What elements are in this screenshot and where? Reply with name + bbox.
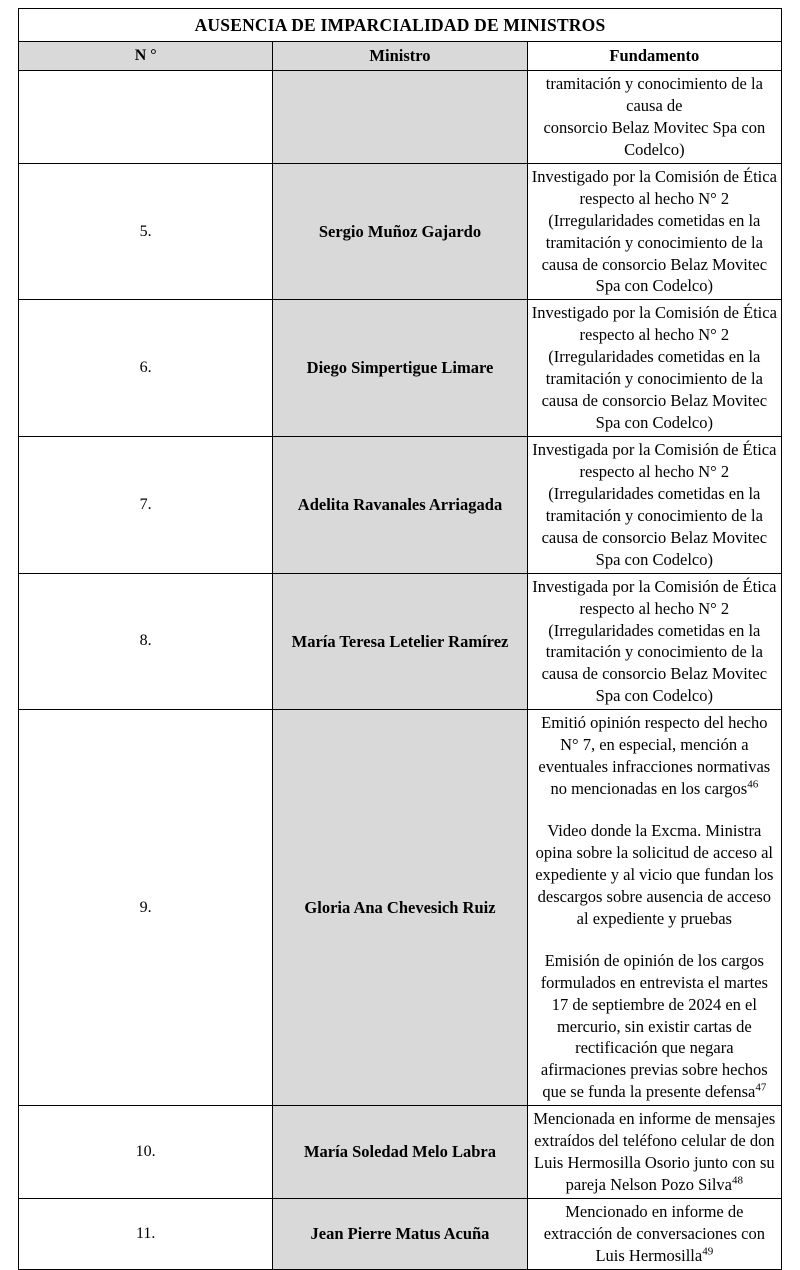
row-minister: Sergio Muñoz Gajardo (273, 163, 527, 300)
table-row (19, 710, 782, 1106)
row-basis (527, 573, 781, 710)
basis-paragraph (532, 1201, 777, 1267)
basis-text: Emisión de opinión de los cargos formulados en entrevista el martes 17 de septiembre de 2024 en el mercurio, sin existir cartas de rectificación que negara afirmaciones previas sobre hechos que se funda la presente defensa (540, 950, 768, 1102)
row-minister: María Soledad Melo Labra (273, 1106, 527, 1199)
basis-paragraph (532, 950, 777, 1104)
table-row (19, 163, 782, 300)
row-basis (527, 71, 781, 164)
table-row (19, 1199, 782, 1270)
footnote-marker: 46 (747, 778, 759, 791)
basis-text: Emitió opinión respecto del hecho N° 7, en especial, mención a eventuales infracciones normativas no mencionadas en los cargos (538, 713, 771, 799)
row-basis (527, 1199, 781, 1270)
row-number: 6. (19, 300, 273, 437)
table-header-row (19, 42, 782, 71)
basis-paragraph (532, 712, 777, 800)
basis-text: Mencionada en informe de mensajes extraídos del teléfono celular de don Luis Hermosilla Osorio junto con su pareja Nelson Pozo Silva (533, 1109, 776, 1195)
row-basis (527, 1106, 781, 1199)
column-header-basis: Fundamento (527, 42, 781, 71)
row-minister: Adelita Ravanales Arriagada (273, 437, 527, 574)
basis-paragraph (532, 1108, 777, 1196)
basis-line: tramitación y conocimiento de la causa de (545, 74, 763, 115)
basis-text: Mencionado en informe de extracción de conversaciones con Luis Hermosilla (543, 1202, 765, 1265)
column-header-number: N ° (19, 42, 273, 71)
basis-paragraph: Investigada por la Comisión de Ética respecto al hecho N° 2 (Irregularidades cometidas en la tramitación y conocimiento de la causa de consorcio Belaz Movitec Spa con Codelco) (532, 576, 777, 706)
row-number: 8. (19, 573, 273, 710)
row-minister: Jean Pierre Matus Acuña (273, 1199, 527, 1270)
table-title: AUSENCIA DE IMPARCIALIDAD DE MINISTROS (19, 9, 782, 42)
table-row (19, 573, 782, 710)
basis-paragraph: Video donde la Excma. Ministra opina sobre la solicitud de acceso al expediente y al vicio que fundan los descargos sobre ausencia de acceso al expediente y pruebas (535, 821, 774, 928)
row-minister (273, 71, 527, 164)
table-row (19, 437, 782, 574)
footnote-marker: 49 (702, 1245, 714, 1258)
row-basis (527, 163, 781, 300)
basis-paragraph: Investigada por la Comisión de Ética respecto al hecho N° 2 (Irregularidades cometidas en la tramitación y conocimiento de la causa de consorcio Belaz Movitec Spa con Codelco) (532, 440, 777, 569)
ministers-impartiality-table (18, 8, 782, 1270)
row-number: 11. (19, 1199, 273, 1270)
row-basis (527, 437, 781, 574)
row-number (19, 71, 273, 164)
row-number: 9. (19, 710, 273, 1106)
footnote-marker: 47 (755, 1081, 767, 1094)
table-title-row (19, 9, 782, 42)
table-row-continued (19, 71, 782, 164)
table-row (19, 300, 782, 437)
basis-line: consorcio Belaz Movitec Spa con Codelco) (543, 117, 766, 159)
row-number: 10. (19, 1106, 273, 1199)
row-number: 7. (19, 437, 273, 574)
row-minister: Diego Simpertigue Limare (273, 300, 527, 437)
table-row (19, 1106, 782, 1199)
row-basis (527, 300, 781, 437)
row-basis (527, 710, 781, 1106)
basis-paragraph: Investigado por la Comisión de Ética respecto al hecho N° 2 (Irregularidades cometidas en la tramitación y conocimiento de la causa de consorcio Belaz Movitec Spa con Codelco) (531, 166, 777, 296)
row-number: 5. (19, 163, 273, 300)
basis-paragraph: Investigado por la Comisión de Ética respecto al hecho N° 2 (Irregularidades cometidas en la tramitación y conocimiento de la causa de consorcio Belaz Movitec Spa con Codelco) (531, 303, 777, 433)
column-header-minister: Ministro (273, 42, 527, 71)
row-minister: María Teresa Letelier Ramírez (273, 573, 527, 710)
footnote-marker: 48 (732, 1174, 743, 1187)
row-minister: Gloria Ana Chevesich Ruiz (273, 710, 527, 1106)
